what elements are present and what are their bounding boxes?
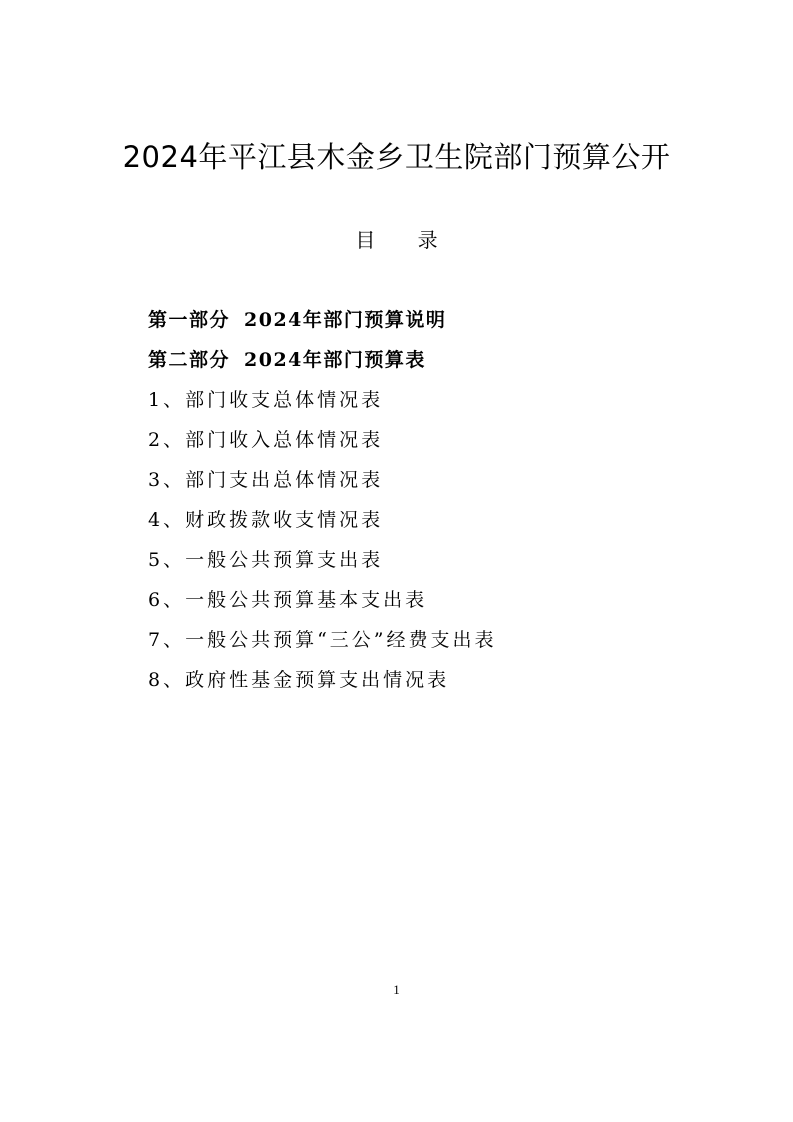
toc-part-2 bbox=[148, 345, 497, 385]
toc-item-2: 2、部门收入总体情况表 bbox=[148, 429, 384, 451]
toc-part-label: 第二部分 bbox=[148, 349, 231, 371]
table-of-contents bbox=[148, 305, 497, 705]
toc-part-text: 2024年部门预算说明 bbox=[244, 309, 447, 331]
toc-item-6: 6、一般公共预算基本支出表 bbox=[148, 589, 428, 611]
toc-item-7: 7、一般公共预算“三公”经费支出表 bbox=[148, 629, 497, 651]
toc-heading: 目 录 bbox=[355, 228, 456, 252]
toc-item-4: 4、财政拨款收支情况表 bbox=[148, 509, 384, 531]
toc-item-8: 8、政府性基金预算支出情况表 bbox=[148, 669, 450, 691]
document-title: 2024年平江县木金乡卫生院部门预算公开 bbox=[122, 140, 671, 174]
toc-part-1 bbox=[148, 305, 497, 345]
toc-item-1: 1、部门收支总体情况表 bbox=[148, 389, 384, 411]
toc-item-3: 3、部门支出总体情况表 bbox=[148, 469, 384, 491]
toc-part-text: 2024年部门预算表 bbox=[244, 349, 426, 371]
page-number: 1 bbox=[393, 982, 400, 997]
toc-item-5: 5、一般公共预算支出表 bbox=[148, 549, 384, 571]
toc-part-label: 第一部分 bbox=[148, 309, 231, 331]
